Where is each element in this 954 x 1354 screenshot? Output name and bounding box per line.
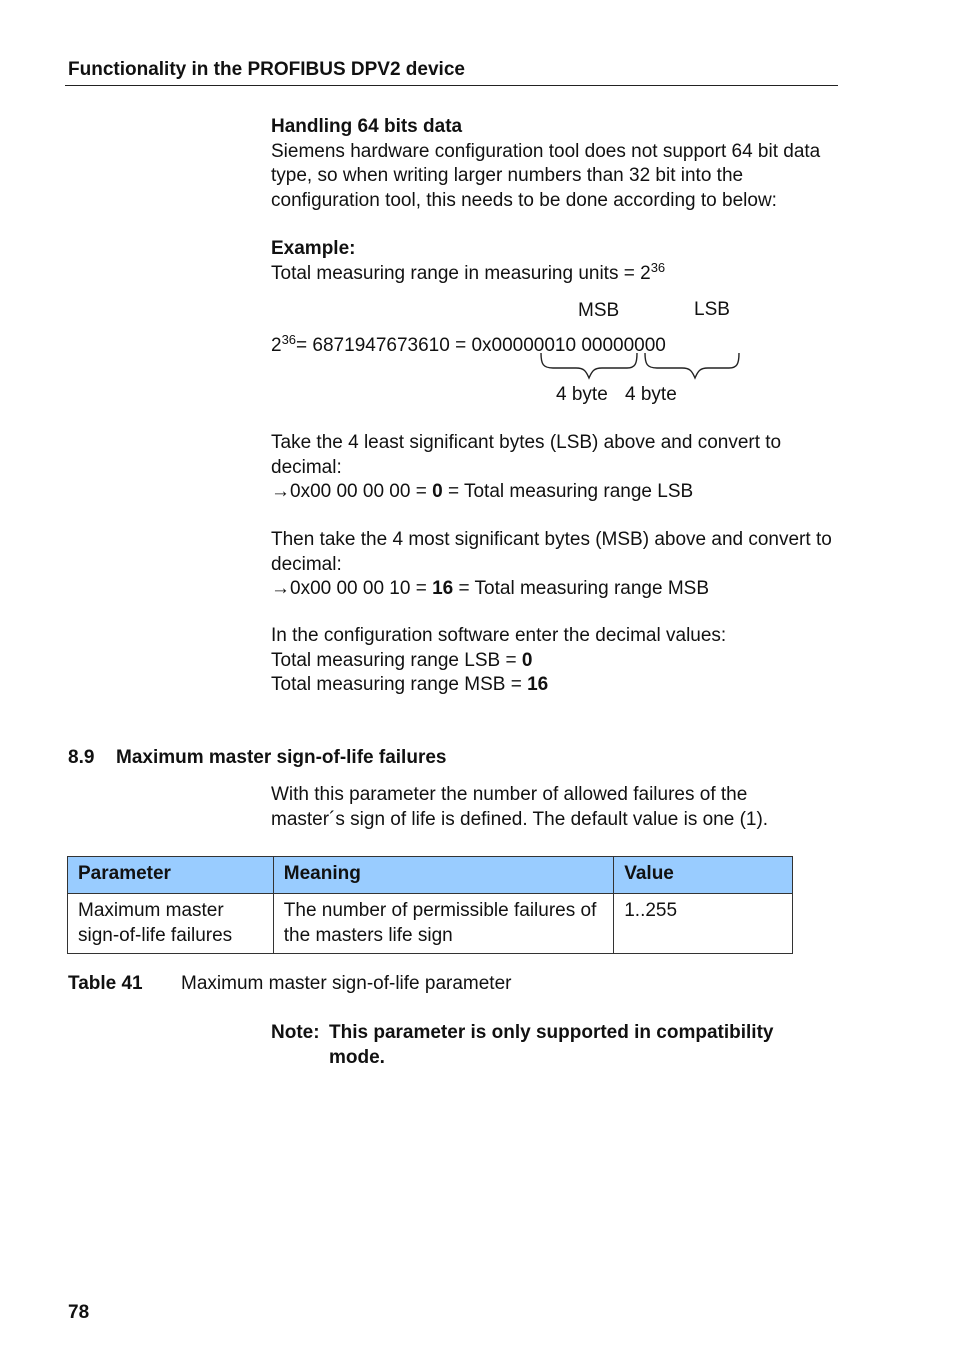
table-header-parameter: Parameter: [68, 857, 274, 894]
config-lsb-label: Total measuring range LSB =: [271, 649, 522, 671]
msb-value: 16: [432, 578, 454, 599]
equation-exponent: 36: [281, 332, 297, 347]
table-cell-meaning: The number of permissible failures of the masters life sign: [273, 894, 613, 954]
config-lsb-value: 0: [521, 649, 533, 671]
lsb-label: LSB: [694, 299, 730, 320]
handling-paragraph: Siemens hardware configuration tool does not support 64 bit data type, so when writing larger numbers than 32 bit into the configuration tool, this needs to be done according to below:: [271, 140, 821, 211]
table-caption-text: Maximum master sign-of-life parameter: [181, 973, 512, 994]
lsb-step-text: Take the 4 least significant bytes (LSB) above and convert to decimal:: [271, 432, 782, 478]
table-cell-parameter: Maximum master sign-of-life failures: [68, 894, 274, 954]
lsb-step-result: [271, 480, 841, 505]
example-line: [271, 259, 841, 287]
arrow-icon: →: [271, 578, 290, 599]
table-cell-value: 1..255: [614, 894, 793, 954]
config-section: [271, 624, 841, 698]
handling-section: [271, 115, 841, 213]
config-msb: [271, 673, 841, 698]
table-header-value: Value: [614, 857, 793, 894]
msb-label: MSB: [578, 300, 620, 321]
table-caption-label: Table 41: [68, 973, 143, 994]
table-header-meaning: Meaning: [273, 857, 613, 894]
header-rule: [65, 85, 838, 86]
byte-diagram: [271, 298, 771, 413]
lsb-hex: 0x00 00 00 00 =: [290, 481, 433, 502]
lsb-brace: [645, 353, 739, 378]
msb-step-text: Then take the 4 most significant bytes (MSB) above and convert to decimal:: [271, 529, 832, 575]
running-header: Functionality in the PROFIBUS DPV2 device: [68, 59, 465, 80]
msb-step: [271, 528, 841, 602]
handling-heading: Handling 64 bits data: [271, 116, 463, 137]
msb-suffix: = Total measuring range MSB: [453, 578, 709, 599]
section-paragraph: With this parameter the number of allowed failures of the master´s sign of life is defined. The default value is one (1).: [271, 784, 769, 830]
page-number: 78: [68, 1302, 90, 1323]
example-line-prefix: Total measuring range in measuring units = 2: [271, 262, 651, 284]
arrow-icon: →: [271, 481, 290, 502]
equation-rest: = 6871947673610 = 0x00000010 00000000: [296, 335, 666, 356]
config-msb-label: Total measuring range MSB =: [271, 674, 528, 695]
lsb-byte-label: 4 byte: [625, 384, 677, 405]
msb-byte-label: 4 byte: [556, 384, 608, 405]
note-text: This parameter is only supported in compatibility mode.: [329, 1022, 774, 1068]
lsb-suffix: = Total measuring range LSB: [442, 481, 694, 502]
example-heading: Example:: [271, 238, 356, 259]
lsb-step: [271, 431, 841, 505]
equation-base: 2: [271, 335, 282, 356]
msb-hex: 0x00 00 00 10 =: [290, 578, 433, 599]
config-intro: In the configuration software enter the decimal values:: [271, 625, 727, 646]
note-label: Note:: [271, 1022, 320, 1043]
example-line-exponent: 36: [650, 259, 666, 275]
config-msb-value: 16: [527, 674, 549, 695]
table-row: [68, 894, 793, 954]
byte-braces: [271, 298, 771, 413]
msb-step-result: [271, 577, 841, 602]
table-header-row: [68, 857, 793, 894]
parameter-table: [67, 856, 793, 954]
section-number: 8.9: [68, 747, 95, 768]
config-lsb: [271, 649, 841, 674]
lsb-value: 0: [432, 481, 443, 502]
msb-brace: [541, 353, 637, 378]
section-title: Maximum master sign-of-life failures: [116, 747, 447, 768]
example-section: [271, 237, 841, 286]
